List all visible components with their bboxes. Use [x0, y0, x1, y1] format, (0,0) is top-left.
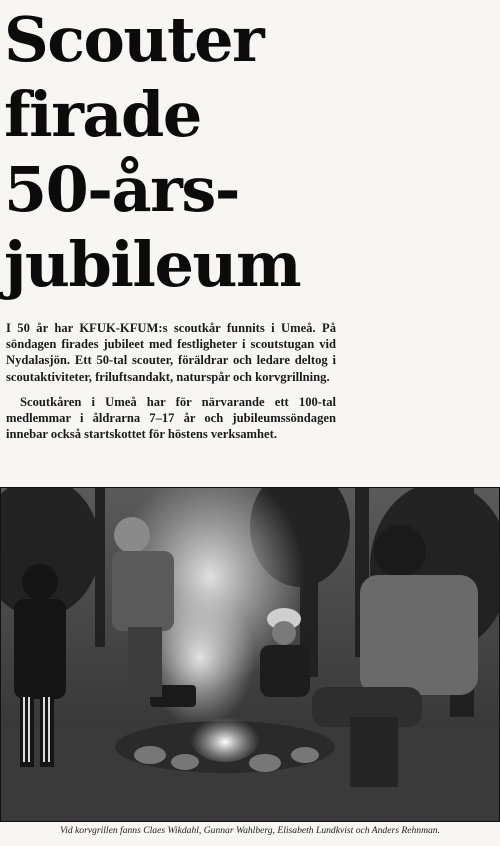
- headline-line-2: firade: [4, 78, 201, 151]
- headline: [4, 2, 344, 302]
- headline-line-3: 50-års-: [4, 153, 239, 226]
- article-paragraph-2: Scoutkåren i Umeå har för närvarande ett 100-tal medlemmar i åldrarna 7–17 år och jubileumssöndagen innebar också startskottet för höstens verksamhet.: [6, 394, 336, 442]
- headline-line-4: jubileum: [4, 228, 301, 301]
- article-paragraph-1: I 50 år har KFUK-KFUM:s scoutkår funnits i Umeå. På söndagen firades jubileet med festligheter i scoutstugan vid Nydalasjön. Ett 50-tal scouter, föräldrar och ledare deltog i scoutaktiviteter, friluftsandakt, naturspår och korvgrillning.: [6, 321, 336, 384]
- headline-line-1: Scouter: [4, 3, 264, 76]
- photo-caption: Vid korvgrillen fanns Claes Wikdahl, Gunnar Wahlberg, Elisabeth Lundkvist och Anders Rehnman.: [60, 825, 440, 836]
- campfire-photo: [0, 487, 500, 822]
- campfire-photo-illustration: [0, 487, 500, 822]
- article-body: [6, 320, 336, 451]
